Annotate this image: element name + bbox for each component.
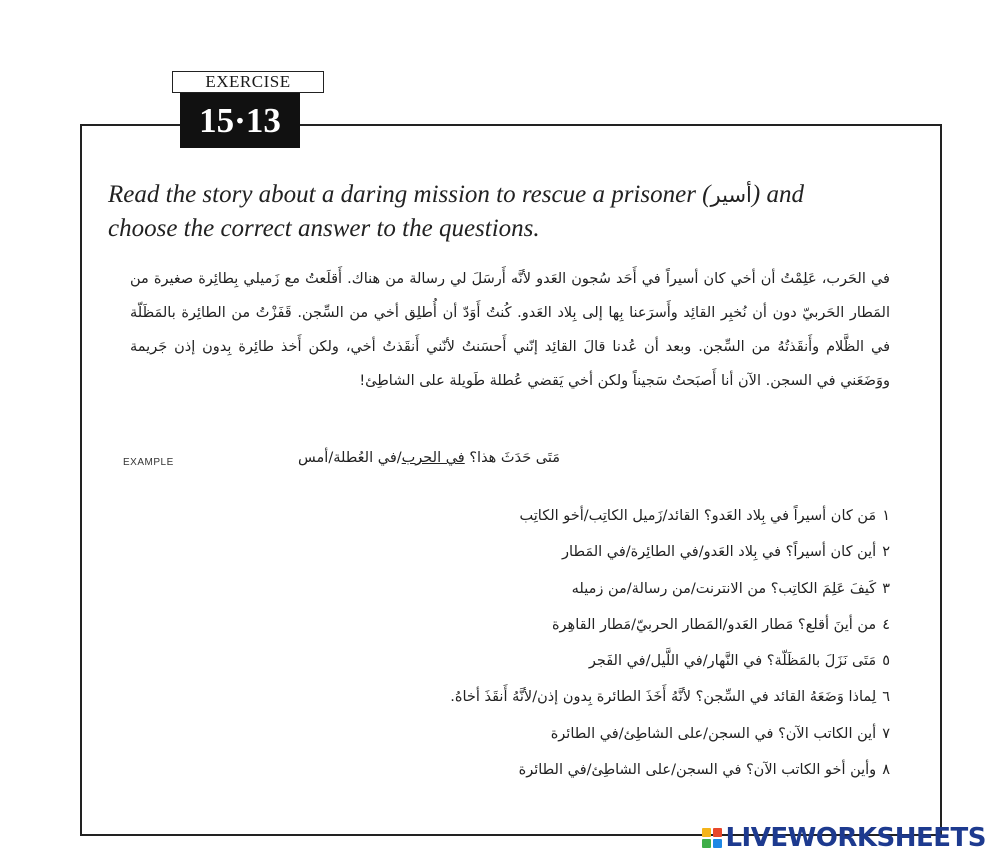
question-item[interactable] [450,607,890,643]
logo-text: LIVEWORKSHEETS [725,823,986,853]
question-number: ٦ [882,689,890,706]
example-options: /في العُطلة/أمس [298,450,402,466]
exercise-number: 15·13 [180,93,300,148]
story-paragraph: في الحَرب، عَلِمْتُ أن أخي كان أسيراً في أَحَد سُجون العَدو لأنَّه أَرسَلَ لي رسالة من هناك. أَقلَعتُ مع زَميلي بِطائِرة صغيرة من المَطار الحَربيّ دون أن نُخبِر القائِد وأَسرَعنا بِها إلى بِلاد العَدو. كُنتُ أَوَدّ أن أُطلِق أخي من السِّجن. قَفَزْتُ من الطائِرة بالمَظَلّة في الظَّلام وأَنقَذتُهُ من السِّجن. وبعد أن عُدنا قالَ القائِد إنّني أَحسَنتُ لأنّني أَنقَذتُ أخي، ولكن أَخذ طائِرة بِدون إذن جَريمة ووَضَعَني في السجن. الآن أنا أَصبَحتُ سَجيناً ولكن أخي يَقضي عُطلة طَويلة على الشاطِئ! [130,271,890,389]
question-item[interactable] [450,716,890,752]
question-text: أين كان أسيراً؟ في بِلاد العَدو/في الطائِرة/في المَطار [562,544,877,561]
logo-square-icon [713,828,722,837]
question-text: لِماذا وَضَعَهُ القائد في السِّجن؟ لأنَّهُ أَخَذَ الطائرة بِدون إذن/لأنَّهُ أَنقَذَ أخاهُ. [450,689,877,706]
example-question-text: مَتَى حَدَثَ هذا؟ [469,450,560,466]
question-item[interactable] [450,498,890,534]
question-text: مَن كان أسيراً في بِلاد العَدو؟ القائد/زَميل الكاتِب/أخو الكاتِب [519,508,877,524]
logo-square-icon [713,839,722,848]
question-number: ٥ [882,653,890,670]
question-text: كَيفَ عَلِمَ الكاتِب؟ من الانترنت/من رسالة/من زميله [571,580,877,597]
question-item[interactable] [450,534,890,570]
example-answer: في الحرب [401,450,465,466]
question-list [450,498,890,788]
instruction-line2: choose the correct answer to the questions. [108,215,540,242]
logo-square-icon [702,839,711,848]
instruction-line1-end: ) and [751,181,804,208]
logo-grid-icon [702,828,722,848]
question-item[interactable] [450,643,890,679]
question-text: أين الكاتب الآن؟ في السجن/على الشاطِئ/في الطائرة [550,725,877,742]
example-question [298,450,560,466]
question-number: ٧ [882,725,890,742]
question-number: ٨ [882,762,890,779]
question-number: ٤ [882,616,890,633]
question-text: مَتَى نَزَلَ بالمَظَلّة؟ في النَّهار/في اللَّيل/في الفَجر [588,653,877,670]
question-number: ٢ [882,544,890,561]
instruction-line1-start: Read the story about a daring mission to rescue a prisoner ( [108,181,711,208]
instruction-text [108,178,908,246]
exercise-label: EXERCISE [172,71,324,93]
question-item[interactable] [450,679,890,715]
question-text: من أينَ أقلع؟ مَطار العَدو/المَطار الحربيّ/مَطار القاهِرة [551,616,877,633]
liveworksheets-logo [702,820,986,856]
instruction-arabic-word: أسير [710,183,752,207]
example-tag: EXAMPLE [123,457,174,468]
question-item[interactable] [450,571,890,607]
question-number: ٣ [882,580,890,597]
question-item[interactable] [450,752,890,788]
question-text: وأين أخو الكاتب الآن؟ في السجن/على الشاطِئ/في الطائرة [518,762,877,779]
logo-square-icon [702,828,711,837]
question-number: ١ [882,508,890,524]
